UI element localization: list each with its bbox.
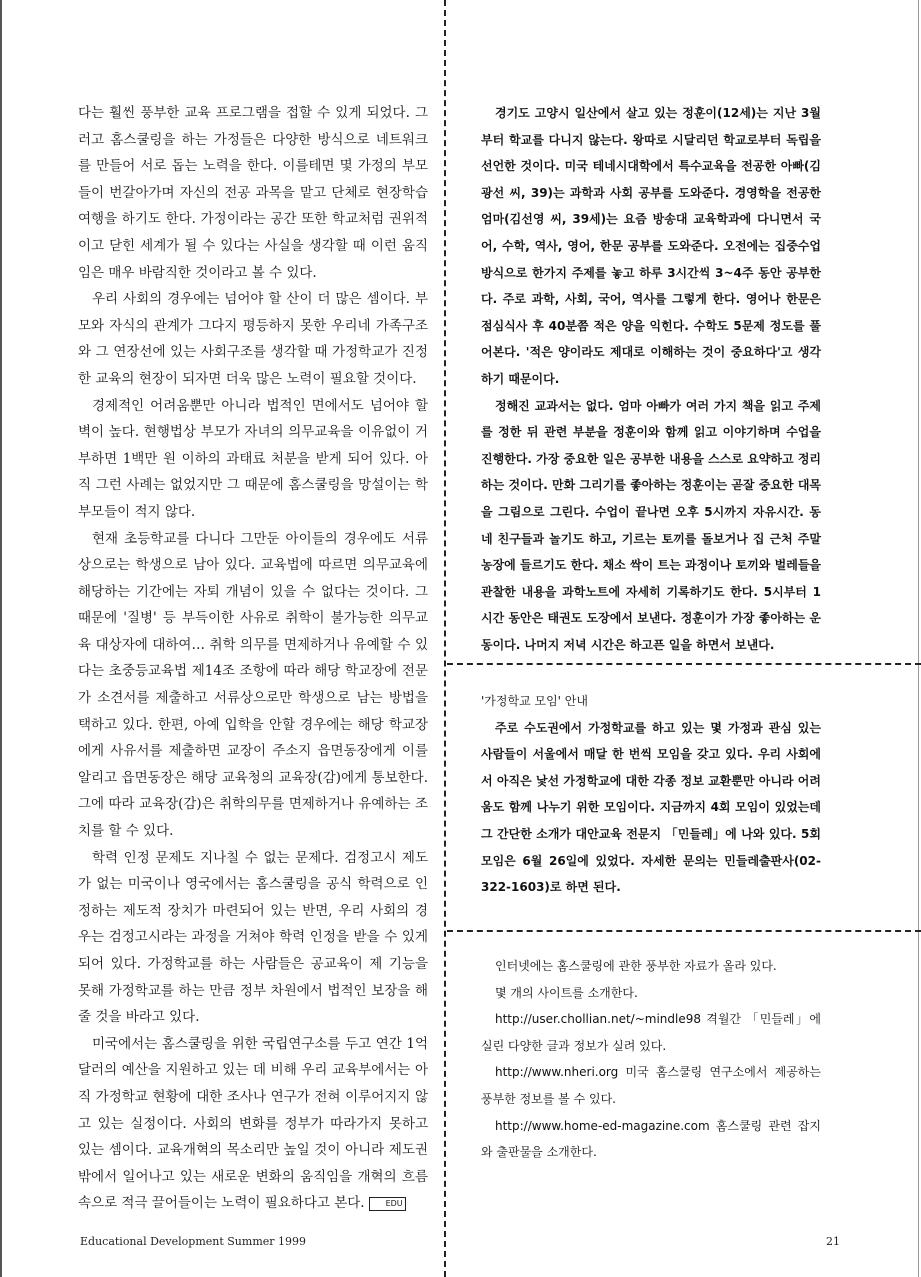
resources-intro: 몇 개의 사이트를 소개한다. — [495, 985, 638, 1000]
meeting-info-box — [481, 688, 821, 901]
article-paragraph: 현재 초등학교를 다니다 그만둔 아이들의 경우에도 서류상으로는 학생으로 남아 있다. 교육법에 따르면 의무교육에 해당하는 기간에는 자퇴 개념이 있을 수 없다는 것이다. 그 때문에 '질병' 등 부득이한 사유로 취학이 불가능한 의무교육 대상자에 대하여… 취학 의무를 면제하거나 유예할 수 있다는 초중등교육법 제14조 조항에 따라 해당 학교장에 전문가 소견서를 제출하고 서류상으로만 학생으로 남는 방법을 택하고 있다. 한편, 아예 입학을 안할 경우에는 해당 학교장에게 사유서를 제출하면 교장이 주소지 읍면동장에게 이를 알리고 읍면동장은 해당 교육청의 교육장(감)에게 통보한다. 그에 따라 교육장(감)은 취학의무를 면제하거나 유예하는 조치를 할 수 있다. — [78, 530, 428, 840]
left-column-article — [78, 100, 428, 1217]
article-paragraph: 우리 사회의 경우에는 넘어야 할 산이 더 많은 셈이다. 부모와 자식의 관계가 그다지 평등하지 못한 우리네 가족구조와 그 연장선에 있는 사회구조를 생각할 때 가정학교가 진정한 교육의 현장이 되자면 더욱 많은 노력이 필요할 것이다. — [78, 291, 428, 387]
box-divider-bottom — [447, 930, 921, 932]
story-paragraph: 정해진 교과서는 없다. 엄마 아빠가 여러 가지 책을 읽고 주제를 정한 뒤 관련 부분을 정훈이와 함께 읽고 이야기하며 수업을 진행한다. 가장 중요한 일은 공부한 내용을 스스로 요약하고 정리하는 것이다. 만화 그리기를 좋아하는 정훈이는 곧잘 중요한 대목을 그림으로 그린다. 수업이 끝나면 오후 5시까지 자유시간. 동네 친구들과 놀기도 하고, 기르는 토끼를 돌보거나 집 근처 주말농장에 들르기도 한다. 채소 싹이 트는 과정이나 토끼와 벌레들을 관찰한 내용을 과학노트에 자세히 기록하기도 한다. 5시부터 1시간 동안은 태권도 도장에서 보낸다. 정훈이가 가장 좋아하는 운동이다. 나머지 저녁 시간은 하고픈 일을 하면서 보낸다. — [481, 398, 821, 652]
end-mark-logo: EDU — [369, 1197, 406, 1211]
article-paragraph: 다는 훨씬 풍부한 교육 프로그램을 접할 수 있게 되었다. 그러고 홈스쿨링을 하는 가정들은 다양한 방식으로 네트워크를 만들어 서로 돕는 노력을 한다. 이를테면 몇 가정의 부모들이 번갈아가며 자신의 전공 과목을 맡고 단체로 현장학습 여행을 하기도 한다. 가정이라는 공간 또한 학교처럼 권위적이고 닫힌 세계가 될 수 있다는 사실을 생각할 때 이런 움직임은 매우 바람직한 것이라고 볼 수 있다. — [78, 105, 428, 281]
article-paragraph: 학력 인정 문제도 지나칠 수 없는 문제다. 검정고시 제도가 없는 미국이나 영국에서는 홈스쿨링을 공식 학력으로 인정하는 제도적 장치가 마련되어 있는 반면, 우리 사회의 경우는 검정고시라는 과정을 거쳐야 학력 인정을 받을 수 있게 되어 있다. 가정학교를 하는 사람들은 공교육이 제 기능을 못해 가정학교를 하는 만큼 정부 차원에서 법적인 보장을 해줄 것을 바라고 있다. — [78, 849, 428, 1026]
footer-publication: Educational Development Summer 1999 — [80, 1235, 307, 1248]
scan-edge-left — [0, 0, 2, 1277]
internet-resources-box — [481, 953, 821, 1166]
meeting-box-title: '가정학교 모임' 안내 — [481, 694, 588, 708]
article-paragraph: 경제적인 어려움뿐만 아니라 법적인 면에서도 넘어야 할 벽이 높다. 현행법상 부모가 자녀의 의무교육을 이유없이 거부하면 1백만 원 이하의 과태료 처분을 받게 되어 있다. 아직 그런 사례는 없었지만 그 때문에 홈스쿨링을 망설이는 학부모들이 적지 않다. — [78, 397, 428, 520]
column-divider — [444, 0, 446, 1277]
box-divider-top — [447, 663, 921, 665]
scan-edge-right — [918, 0, 919, 1277]
article-paragraph: 미국에서는 홈스쿨링을 위한 국립연구소를 두고 연간 1억달러의 예산을 지원하고 있는 데 비해 우리 교육부에서는 아직 가정학교 현황에 대한 조사나 연구가 전혀 이루어지지 않고 있는 실정이다. 사회의 변화를 정부가 따라가지 못하고 있는 셈이다. 교육개혁의 목소리만 높일 것이 아니라 제도권 밖에서 일어나고 있는 새로운 변화의 움직임을 개혁의 흐름 속으로 적극 끌어들이는 노력이 필요하다고 본다. — [78, 1035, 428, 1212]
story-paragraph: 경기도 고양시 일산에서 살고 있는 정훈이(12세)는 지난 3월부터 학교를 다니지 않는다. 왕따로 시달리던 학교로부터 독립을 선언한 것이다. 미국 테네시대학에서 특수교육을 전공한 아빠(김광선 씨, 39)는 과학과 사회 공부를 도와준다. 경영학을 전공한 엄마(김선영 씨, 39세)는 요즘 방송대 교육학과에 다니면서 국어, 수학, 역사, 영어, 한문 공부를 도와준다. 오전에는 집중수업 방식으로 한가지 주제를 놓고 하루 3시간씩 3~4주 동안 공부한다. 주로 과학, 사회, 국어, 역사를 그렇게 한다. 영어나 한문은 점심식사 후 40분쯤 적은 양을 익힌다. 수학도 5문제 정도를 풀어본다. '적은 양이라도 제대로 이해하는 것이 중요하다'고 생각하기 때문이다. — [481, 106, 821, 386]
resource-link-item: http://www.nheri.org 미국 홈스쿨링 연구소에서 제공하는 풍부한 정보를 볼 수 있다. — [481, 1065, 821, 1106]
meeting-box-body: 주로 수도권에서 가정학교를 하고 있는 몇 가정과 관심 있는 사람들이 서울에서 매달 한 번씩 모임을 갖고 있다. 우리 사회에서 아직은 낯선 가정학교에 대한 각종 정보 교환뿐만 아니라 어려움도 함께 나누기 위한 모임이다. 지금까지 4회 모임이 있었는데 그 간단한 소개가 대안교육 전문지 「민들레」에 나와 있다. 5회 모임은 6월 26일에 있었다. 자세한 문의는 민들레출판사(02-322-1603)로 하면 된다. — [481, 720, 821, 895]
resource-link-item: http://www.home-ed-magazine.com 홈스쿨링 관련 잡지와 출판물을 소개한다. — [481, 1118, 821, 1160]
page-number: 21 — [826, 1235, 840, 1248]
resources-intro: 인터넷에는 홈스쿨링에 관한 풍부한 자료가 올라 있다. — [495, 959, 777, 973]
resource-link-item: http://user.chollian.net/~mindle98 격월간 「민들레」에 실린 다양한 글과 정보가 실려 있다. — [481, 1012, 821, 1053]
family-story-box — [481, 100, 821, 658]
